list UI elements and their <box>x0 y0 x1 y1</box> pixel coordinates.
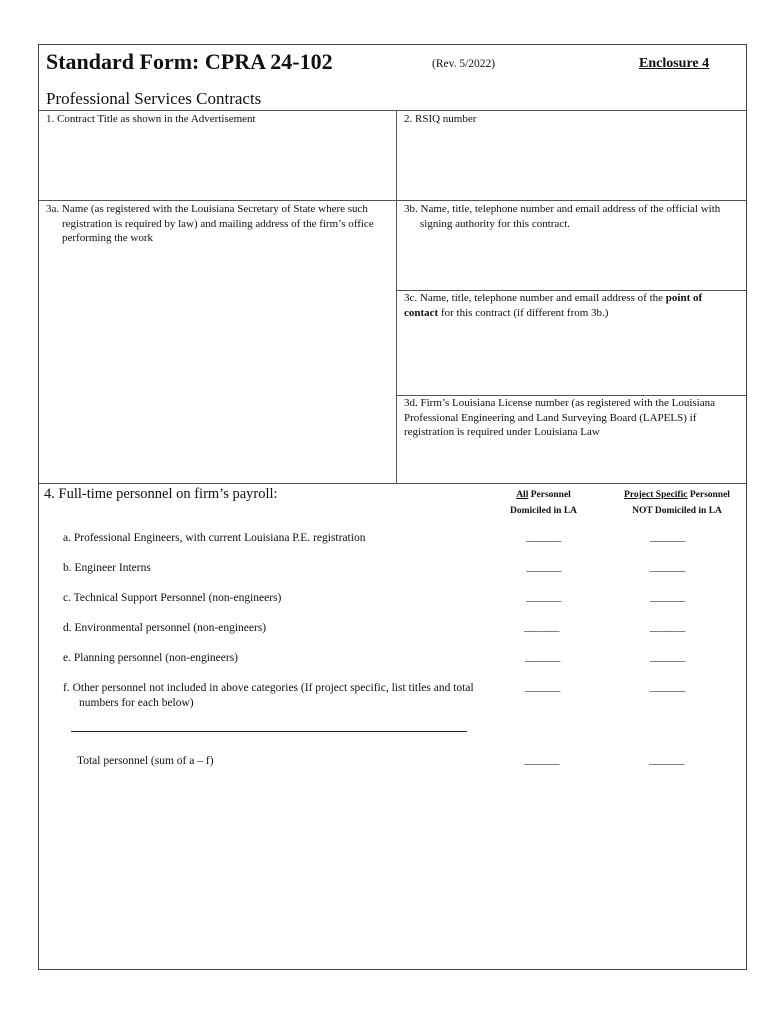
column-header-domiciled <box>491 487 596 519</box>
f3c-text-post: for this contract (if different from 3b.) <box>438 306 609 319</box>
field-rsiq-number[interactable]: 2. RSIQ number <box>404 113 477 125</box>
field-point-of-contact[interactable] <box>404 291 739 320</box>
blank-b-not-domiciled[interactable]: _______ <box>650 561 685 573</box>
other-titles-line[interactable] <box>71 731 467 732</box>
blank-d-domiciled[interactable]: _______ <box>524 621 559 633</box>
field-contract-title[interactable]: 1. Contract Title as shown in the Advertisement <box>46 113 256 125</box>
personnel-row-f: f. Other personnel not included in above categories (If project specific, list titles and total numbers for each below) <box>63 682 474 709</box>
field-license-number[interactable]: 3d. Firm’s Louisiana License number (as registered with the Louisiana Professional Engineering and Land Surveying Board (LAPELS) if registration is required under Louisiana Law <box>404 397 715 438</box>
blank-total-domiciled[interactable]: _______ <box>524 754 559 766</box>
column-divider <box>396 110 397 483</box>
blank-e-not-domiciled[interactable]: _______ <box>650 651 685 663</box>
form-subtitle: Professional Services Contracts <box>46 89 262 108</box>
section4-title: 4. Full-time personnel on firm’s payroll: <box>44 486 278 502</box>
blank-a-domiciled[interactable]: _______ <box>526 531 561 543</box>
blank-c-domiciled[interactable]: _______ <box>526 591 561 603</box>
section3-divider <box>39 483 746 484</box>
f3c-text-bold: point of contact <box>404 292 703 319</box>
field-firm-name-address[interactable]: 3a. Name (as registered with the Louisiana Secretary of State where such registration is required by law) and mailing address of the firm’s office performing the work <box>46 203 374 244</box>
col2-underlined: Project Specific <box>624 490 688 500</box>
f3c-text-pre: 3c. Name, title, telephone number and email address of the <box>404 292 666 304</box>
blank-e-domiciled[interactable]: _______ <box>525 651 560 663</box>
personnel-row-e: e. Planning personnel (non-engineers) <box>63 652 239 664</box>
row1-divider <box>39 200 746 201</box>
personnel-row-d: d. Environmental personnel (non-engineers) <box>63 622 267 634</box>
enclosure-label: Enclosure 4 <box>639 56 710 71</box>
total-personnel-label: Total personnel (sum of a – f) <box>77 755 214 767</box>
column-header-not-domiciled <box>611 487 743 519</box>
col1-rest: Personnel <box>528 490 571 500</box>
field-signing-official[interactable]: 3b. Name, title, telephone number and email address of the official with signing authority for this contract. <box>404 203 721 230</box>
blank-a-not-domiciled[interactable]: _______ <box>650 531 685 543</box>
col1-underlined: All <box>516 490 529 500</box>
blank-b-domiciled[interactable]: _______ <box>526 561 561 573</box>
personnel-row-b: b. Engineer Interns <box>63 562 151 574</box>
blank-total-not-domiciled[interactable]: _______ <box>649 754 684 766</box>
col2-rest: Personnel <box>687 490 730 500</box>
form-title: Standard Form: CPRA 24-102 <box>46 49 333 74</box>
blank-f-domiciled[interactable]: _______ <box>525 681 560 693</box>
form-frame <box>38 44 747 970</box>
personnel-row-a: a. Professional Engineers, with current Louisiana P.E. registration <box>63 532 366 544</box>
header-divider <box>39 110 746 111</box>
blank-c-not-domiciled[interactable]: _______ <box>650 591 685 603</box>
personnel-row-c: c. Technical Support Personnel (non-engineers) <box>63 592 282 604</box>
revision-date: (Rev. 5/2022) <box>432 58 496 70</box>
col2-line2: NOT Domiciled in LA <box>632 506 722 516</box>
blank-f-not-domiciled[interactable]: _______ <box>650 681 685 693</box>
blank-d-not-domiciled[interactable]: _______ <box>650 621 685 633</box>
col1-line2: Domiciled in LA <box>509 506 578 516</box>
